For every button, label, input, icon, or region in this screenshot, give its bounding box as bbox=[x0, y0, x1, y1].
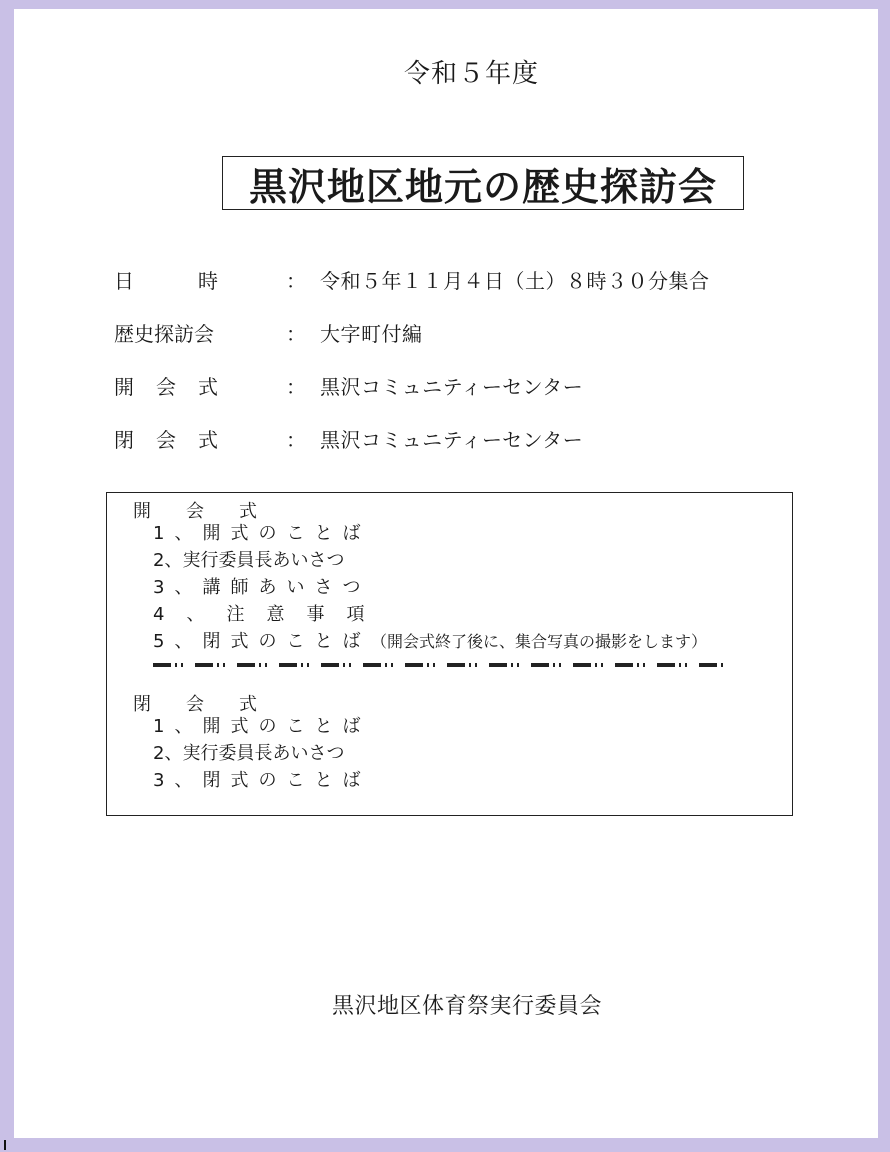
info-label-char: 日 bbox=[114, 269, 134, 293]
info-label-char: 開 bbox=[114, 375, 134, 399]
program-item-text: 1、開式のことば bbox=[153, 523, 371, 544]
program-item bbox=[153, 521, 370, 547]
info-value-closing: 黒沢コミュニティーセンター bbox=[320, 428, 584, 452]
program-item-text: 5、閉式のことば bbox=[153, 631, 371, 652]
info-colon: ： bbox=[286, 322, 306, 346]
section-separator bbox=[153, 663, 723, 667]
info-value-datetime: 令和５年１１月４日（土）８時３０分集合 bbox=[320, 269, 710, 293]
program-item bbox=[153, 629, 708, 655]
heading-char: 会 bbox=[186, 501, 204, 522]
heading-char: 閉 bbox=[133, 694, 151, 715]
info-value-event: 大字町付編 bbox=[320, 322, 423, 346]
info-label-char: 時 bbox=[198, 269, 218, 293]
info-label-opening bbox=[114, 372, 218, 402]
info-label-datetime bbox=[114, 266, 218, 296]
info-label-char: 式 bbox=[198, 375, 218, 399]
heading-char: 式 bbox=[239, 501, 257, 522]
document-title: 黒沢地区地元の歴史探訪会 bbox=[222, 156, 744, 210]
program-item bbox=[153, 768, 370, 794]
document-page bbox=[14, 9, 878, 1138]
program-item bbox=[153, 575, 370, 601]
info-label-char: 式 bbox=[198, 428, 218, 452]
info-value-opening: 黒沢コミュニティーセンター bbox=[320, 375, 584, 399]
info-colon: ： bbox=[286, 375, 306, 399]
heading-char: 式 bbox=[239, 694, 257, 715]
closing-heading bbox=[133, 690, 257, 716]
fiscal-year: 令和５年度 bbox=[404, 59, 540, 89]
program-item-text: 2、実行委員長あいさつ bbox=[153, 743, 345, 764]
heading-char: 開 bbox=[133, 501, 151, 522]
info-label-closing bbox=[114, 425, 218, 455]
organizer-name: 黒沢地区体育祭実行委員会 bbox=[332, 994, 603, 1019]
program-item-note: （開会式終了後に、集合写真の撮影をします） bbox=[371, 632, 708, 651]
program-item bbox=[153, 548, 344, 574]
heading-char: 会 bbox=[186, 694, 204, 715]
opening-heading bbox=[133, 497, 257, 523]
info-colon: ： bbox=[286, 428, 306, 452]
program-item-text: 1、開式のことば bbox=[153, 716, 371, 737]
program-item-text: 3、講師あいさつ bbox=[153, 577, 371, 598]
info-label-char: 会 bbox=[156, 428, 176, 452]
program-item bbox=[153, 714, 370, 740]
info-label-char: 閉 bbox=[114, 428, 134, 452]
program-item-text: 4、注意事項 bbox=[153, 604, 387, 625]
program-item bbox=[153, 741, 344, 767]
program-item-text: 2、実行委員長あいさつ bbox=[153, 550, 345, 571]
corner-mark bbox=[4, 1140, 6, 1150]
program-item-text: 3、閉式のことば bbox=[153, 770, 371, 791]
program-item bbox=[153, 602, 386, 628]
info-colon: ： bbox=[286, 269, 306, 293]
info-label-event: 歴史探訪会 bbox=[114, 322, 214, 346]
program-box bbox=[106, 492, 793, 816]
info-label-char: 会 bbox=[156, 375, 176, 399]
